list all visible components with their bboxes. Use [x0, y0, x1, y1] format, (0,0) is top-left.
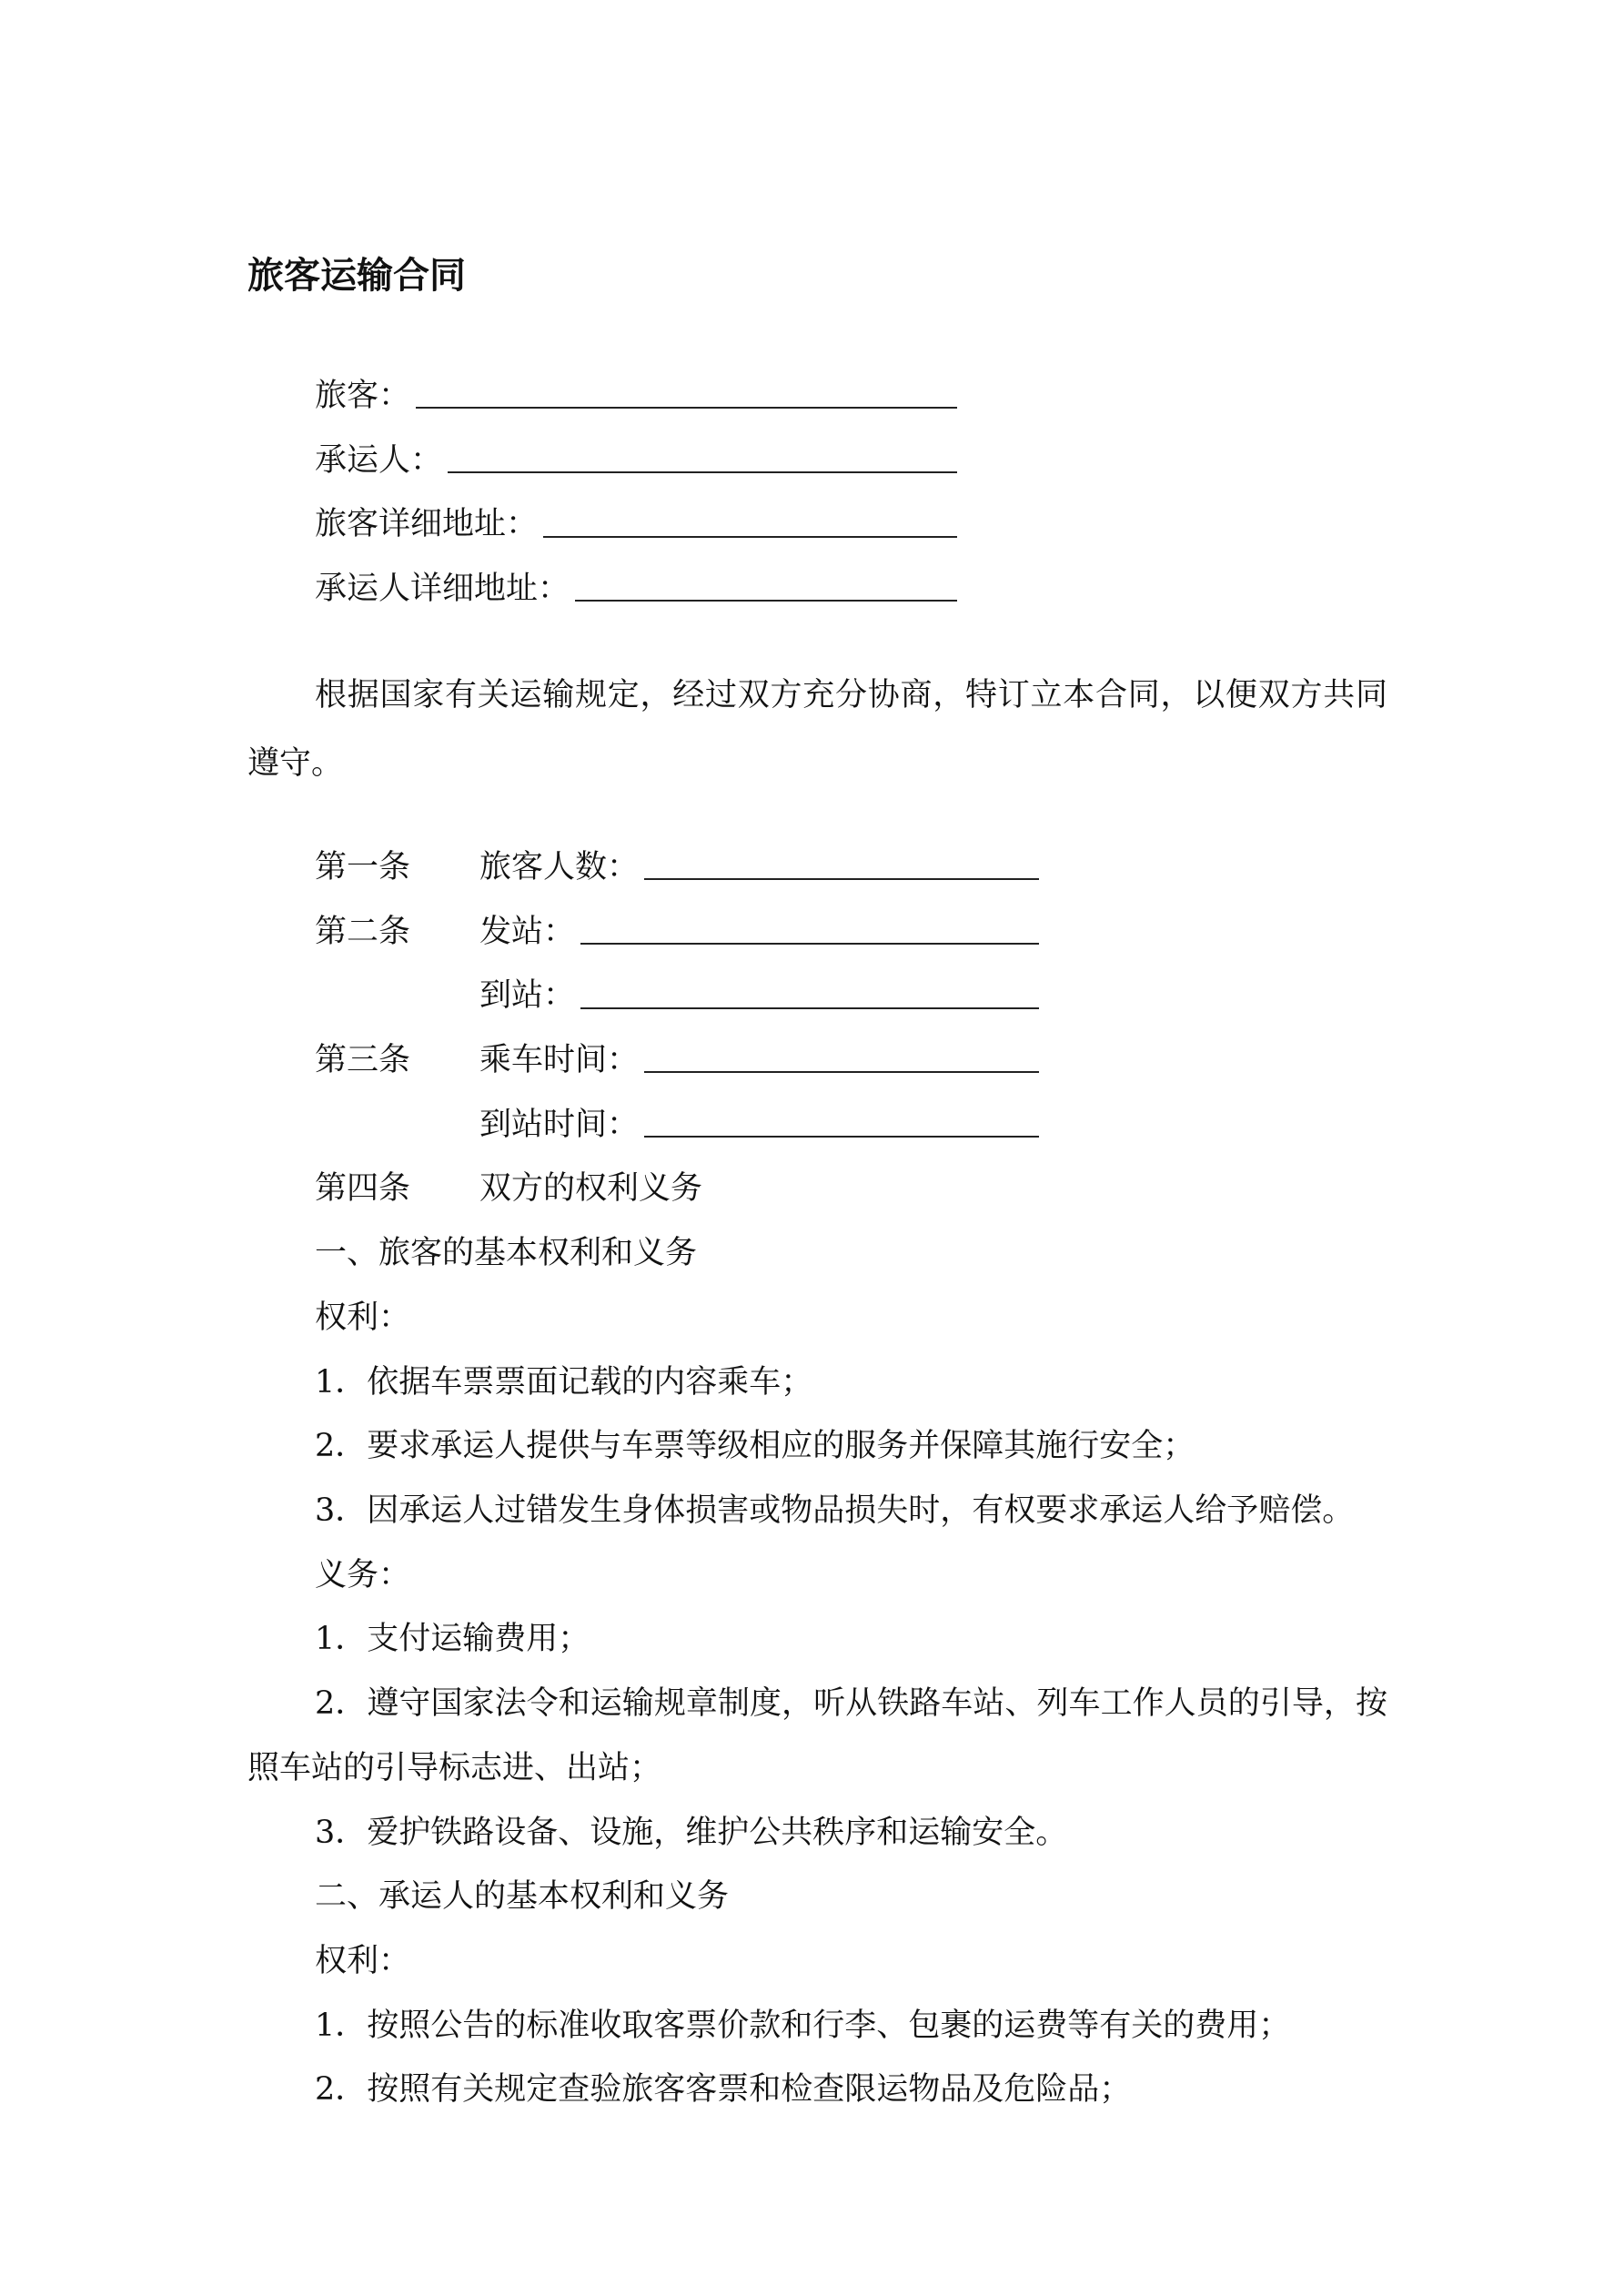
- body-paragraph: 2．要求承运人提供与车票等级相应的服务并保障其施行安全；: [315, 1428, 1195, 1465]
- article-label: 到站：: [479, 977, 576, 1015]
- field-label: 承运人：: [315, 441, 443, 479]
- rights-and-obligations: [247, 1221, 1387, 2122]
- party-fields: [315, 364, 957, 622]
- article-label: 双方的权利义务: [479, 1170, 703, 1208]
- body-paragraph: 1．支付运输费用；: [315, 1621, 590, 1658]
- article-number: 第二条: [315, 913, 411, 950]
- article-number: 第三条: [315, 1042, 411, 1079]
- body-paragraph: 权利：: [315, 1942, 411, 1979]
- article-label: 发站：: [479, 913, 576, 950]
- field-carrier: [315, 429, 957, 493]
- blank-line[interactable]: [543, 512, 957, 538]
- article-label: 旅客人数：: [479, 849, 640, 885]
- body-paragraph: 义务：: [315, 1556, 411, 1593]
- blank-line[interactable]: [644, 855, 1039, 880]
- body-paragraph: 3．爱护铁路设备、设施，维护公共秩序和运输安全。: [315, 1814, 1068, 1851]
- article-line: [315, 1157, 1039, 1221]
- body-paragraph: 二、承运人的基本权利和义务: [315, 1878, 730, 1916]
- article-number: 第四条: [315, 1170, 411, 1208]
- field-passenger-address: [315, 492, 957, 557]
- blank-line[interactable]: [644, 1047, 1039, 1073]
- blank-line[interactable]: [416, 383, 957, 409]
- blank-line[interactable]: [580, 984, 1039, 1009]
- field-label: 旅客详细地址：: [315, 506, 539, 543]
- body-paragraph: 2．遵守国家法令和运输规章制度，听从铁路车站、列车工作人员的引导，按照车站的引导标志进、出站；: [247, 1685, 1387, 1786]
- body-paragraph: 2．按照有关规定查验旅客客票和检查限运物品及危险品；: [315, 2071, 1132, 2109]
- intro-paragraph: 根据国家有关运输规定，经过双方充分协商，特订立本合同，以便双方共同遵守。: [247, 677, 1387, 782]
- article-line: [315, 1093, 1039, 1158]
- body-paragraph: 1．按照公告的标准收取客票价款和行李、包裹的运费等有关的费用；: [315, 2007, 1291, 2044]
- article-line: [315, 964, 1039, 1028]
- article-line: [315, 1028, 1039, 1093]
- blank-line[interactable]: [448, 448, 957, 473]
- body-paragraph: 1．依据车票票面记载的内容乘车；: [315, 1363, 813, 1401]
- article-line: [315, 900, 1039, 965]
- field-label: 旅客：: [315, 378, 411, 414]
- article-label: 乘车时间：: [479, 1042, 640, 1079]
- document-title: 旅客运输合同: [247, 255, 466, 297]
- article-number: 第一条: [315, 849, 411, 885]
- body-paragraph: 一、旅客的基本权利和义务: [315, 1235, 698, 1272]
- blank-line[interactable]: [580, 919, 1039, 945]
- article-label: 到站时间：: [479, 1106, 640, 1143]
- body-paragraph: 权利：: [315, 1299, 411, 1336]
- field-carrier-address: [315, 557, 957, 622]
- blank-line[interactable]: [644, 1112, 1039, 1138]
- body-paragraph: 3．因承运人过错发生身体损害或物品损失时，有权要求承运人给予赔偿。: [315, 1492, 1355, 1529]
- articles: [315, 835, 1039, 1221]
- field-label: 承运人详细地址：: [315, 571, 570, 608]
- field-passenger: [315, 364, 957, 429]
- article-line: [315, 835, 1039, 900]
- blank-line[interactable]: [575, 576, 957, 602]
